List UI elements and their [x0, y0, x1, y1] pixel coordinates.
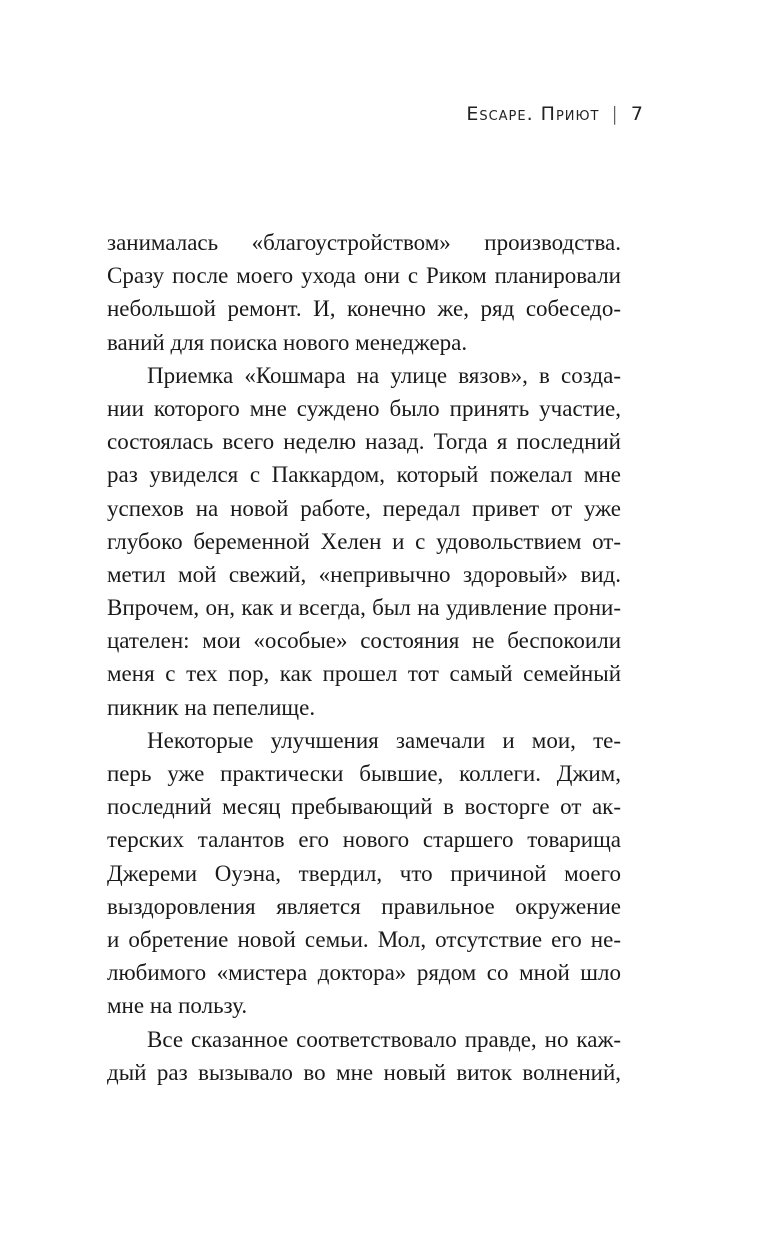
text-line: занималась «благоустройством» производства. — [107, 230, 621, 255]
text-line: состоялась всего неделю назад. Тогда я последний — [107, 429, 621, 455]
text-line: нии которого мне суждено было принять участие, — [107, 395, 621, 421]
text-line: успехов на новой работе, передал привет от уже — [107, 495, 621, 521]
text-line: пикник на пепелище. — [107, 694, 316, 720]
text-line: дый раз вызывало во мне новый виток волнений, — [107, 1059, 621, 1085]
text-line: мне на пользу. — [107, 993, 248, 1019]
text-line: Сразу после моего ухода они с Риком планировали — [107, 263, 621, 289]
text-line: ваний для поиска нового менеджера. — [107, 329, 468, 355]
text-line: Некоторые улучшения замечали и мои, те- — [147, 727, 621, 753]
text-line: Впрочем, он, как и всегда, был на удивление прони- — [107, 595, 621, 621]
body-text — [107, 226, 621, 1089]
text-line: последний месяц пребывающий в восторге от ак- — [107, 794, 621, 820]
page-number: 7 — [630, 103, 644, 125]
text-line: меня с тех пор, как прошел тот самый семейный — [107, 661, 621, 687]
running-header — [466, 103, 644, 125]
text-line: глубоко беременной Хелен и с удовольствием от- — [107, 528, 621, 554]
text-line: выздоровления является правильное окружение — [107, 893, 621, 919]
text-line: любимого «мистера доктора» рядом со мной шло — [107, 960, 621, 986]
book-title: Escape. Приют — [466, 103, 600, 125]
text-line: цателен: мои «особые» состояния не беспокоили — [107, 628, 621, 654]
text-line: раз увиделся с Паккардом, который пожелал мне — [107, 462, 621, 488]
text-line: метил мой свежий, «непривычно здоровый» вид. — [107, 561, 621, 587]
text-line: терских талантов его нового старшего товарища — [107, 827, 621, 853]
text-line: Приемка «Кошмара на улице вязов», в созда- — [147, 362, 621, 388]
text-line: Джереми Оуэна, твердил, что причиной моего — [107, 860, 621, 886]
text-line: небольшой ремонт. И, конечно же, ряд собеседо- — [107, 296, 621, 322]
text-line: перь уже практически бывшие, коллеги. Джим, — [107, 761, 621, 786]
text-line: и обретение новой семьи. Мол, отсутствие его не- — [107, 926, 621, 952]
text-line: Все сказанное соответствовало правде, но каж- — [147, 1026, 621, 1052]
header-separator: | — [611, 103, 619, 125]
